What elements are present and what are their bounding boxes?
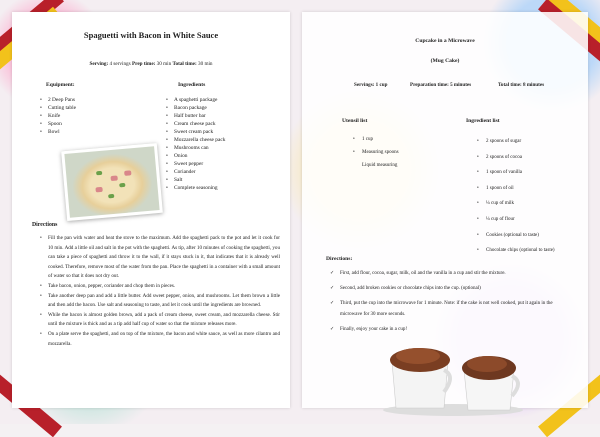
list-item: • Onion — [174, 152, 225, 160]
list-item: ✓ Second, add broken cookies or chocolate chips into the cup. (optional) — [340, 283, 576, 294]
list-item: • Cutting table — [48, 104, 76, 112]
prep-value: 30 min — [156, 61, 172, 67]
list-item: • Mozzarella cheese pack — [174, 136, 225, 144]
directions-heading: Directions — [32, 222, 58, 228]
list-item: • Bowl — [48, 128, 76, 136]
total-value: 30 min — [197, 61, 213, 67]
list-item: • Sweet pepper — [174, 160, 225, 168]
serving-label: Serving: — [89, 61, 109, 67]
list-item: • 2 spoons of sugar — [486, 134, 555, 150]
list-item: • 2 spoons of cocoa — [486, 150, 555, 166]
utensil-extra: Liquid measuring — [362, 163, 398, 168]
list-item: • Measuring spoons — [362, 147, 399, 160]
ingredients-heading: Ingredients — [178, 82, 206, 88]
list-item: • Cream cheese pack — [174, 120, 225, 128]
list-item: • Take bacon, onion, pepper, coriander and chop them in pieces. — [48, 282, 280, 292]
spaghetti-photo — [61, 143, 163, 221]
total-time: Total time: 8 minutes — [498, 82, 545, 88]
list-item: • ¼ cup of flour — [486, 212, 555, 228]
directions-heading: Directions: — [326, 256, 353, 262]
serving-value: 4 servings — [109, 61, 131, 67]
list-item: • Sweet cream pack — [174, 128, 225, 136]
mug-cake-directions-list — [340, 268, 576, 335]
list-item: ✓ Third, put the cup into the microwave for 1 minute. Note: if the cake is not well cooked, put it again in the microwave for 30 more seconds. — [340, 298, 576, 320]
list-item: • On a plate serve the spaghetti, and on top of the mixture, the bacon and white sauce, as well as more cilantro and mozzarella. — [48, 330, 280, 349]
list-item: • Salt — [174, 176, 225, 184]
list-item: • 1 spoon of oil — [486, 181, 555, 197]
list-item: • Complete seasoning — [174, 184, 225, 192]
utensil-list — [362, 134, 399, 159]
list-item: • 1 cup — [362, 134, 399, 147]
prep-label: Prep time: — [131, 61, 156, 67]
recipe-title: Cupcake in a Microwave — [415, 38, 475, 44]
list-item: • 1 spoon of vanilla — [486, 165, 555, 181]
utensil-heading: Utensil list — [342, 118, 368, 124]
list-item: • Fill the pan with water and heat the stove to the maximum. Add the spaghetti pack to the pot and let it cook for 10 min. Add a little oil and salt in the pot with the spaghetti. As tip, after 10 minutes of cooking the spaghetti, you can take a piece of spaghetti and throw it to the wall, if it stays stuck in it, that indicates that it is already well cooked. Therefore, remove most of the water from the pan. Place the spaghetti in a container with a small amount of water so that it does not dry out. — [48, 234, 280, 282]
ingredient-heading: Ingredient list — [466, 118, 500, 124]
servings: Servings: 1 cup — [354, 82, 388, 88]
list-item: ✓ Finally, enjoy your cake in a cup! — [340, 324, 576, 335]
ingredients-list — [174, 96, 225, 192]
recipe-title: Spaguetti with Bacon in White Sauce — [83, 30, 219, 40]
prep-time: Preparation time: 5 minutes — [410, 82, 472, 88]
ingredient-list — [486, 134, 555, 259]
list-item: • Chocolate chips (optional to taste) — [486, 243, 555, 259]
total-label: Total time: — [172, 61, 197, 67]
equipment-heading: Equipment: — [46, 82, 75, 88]
equipment-list — [48, 96, 76, 136]
list-item: • Coriander — [174, 168, 225, 176]
list-item: • A spaghetti package — [174, 96, 225, 104]
recipe-page-spaghetti — [12, 12, 290, 408]
list-item: • Cookies (optional to taste) — [486, 228, 555, 244]
list-item: • ¼ cup of milk — [486, 196, 555, 212]
list-item: • While the bacon is almost golden brown, add a pack of cream cheese, sweet cream, and mozzarella cheese. Stir until the mixture is thick and as a tip add half cup of water so that the mixture releases more. — [48, 311, 280, 330]
list-item: • Half butter bar — [174, 112, 225, 120]
list-item: • Knife — [48, 112, 76, 120]
list-item: • 2 Deep Pans — [48, 96, 76, 104]
list-item: • Spoon — [48, 120, 76, 128]
recipe-subtitle: (Mug Cake) — [430, 58, 460, 64]
mug-cakes-photo — [378, 336, 528, 416]
list-item: • Bacon package — [174, 104, 225, 112]
recipe-meta — [12, 61, 290, 67]
list-item: • Take another deep pan and add a little butter. Add sweet pepper, onion, and mushrooms. Let them brown a little and then add the bacon. Use salt and seasoning to taste, and let it cook until the ingredients are browned. — [48, 292, 280, 311]
list-item: • Mushrooms can — [174, 144, 225, 152]
list-item: ✓ First, add flour, cocoa, sugar, milk, oil and the vanilla in a cup and stir the mixture. — [340, 268, 576, 279]
directions-list — [48, 234, 280, 349]
